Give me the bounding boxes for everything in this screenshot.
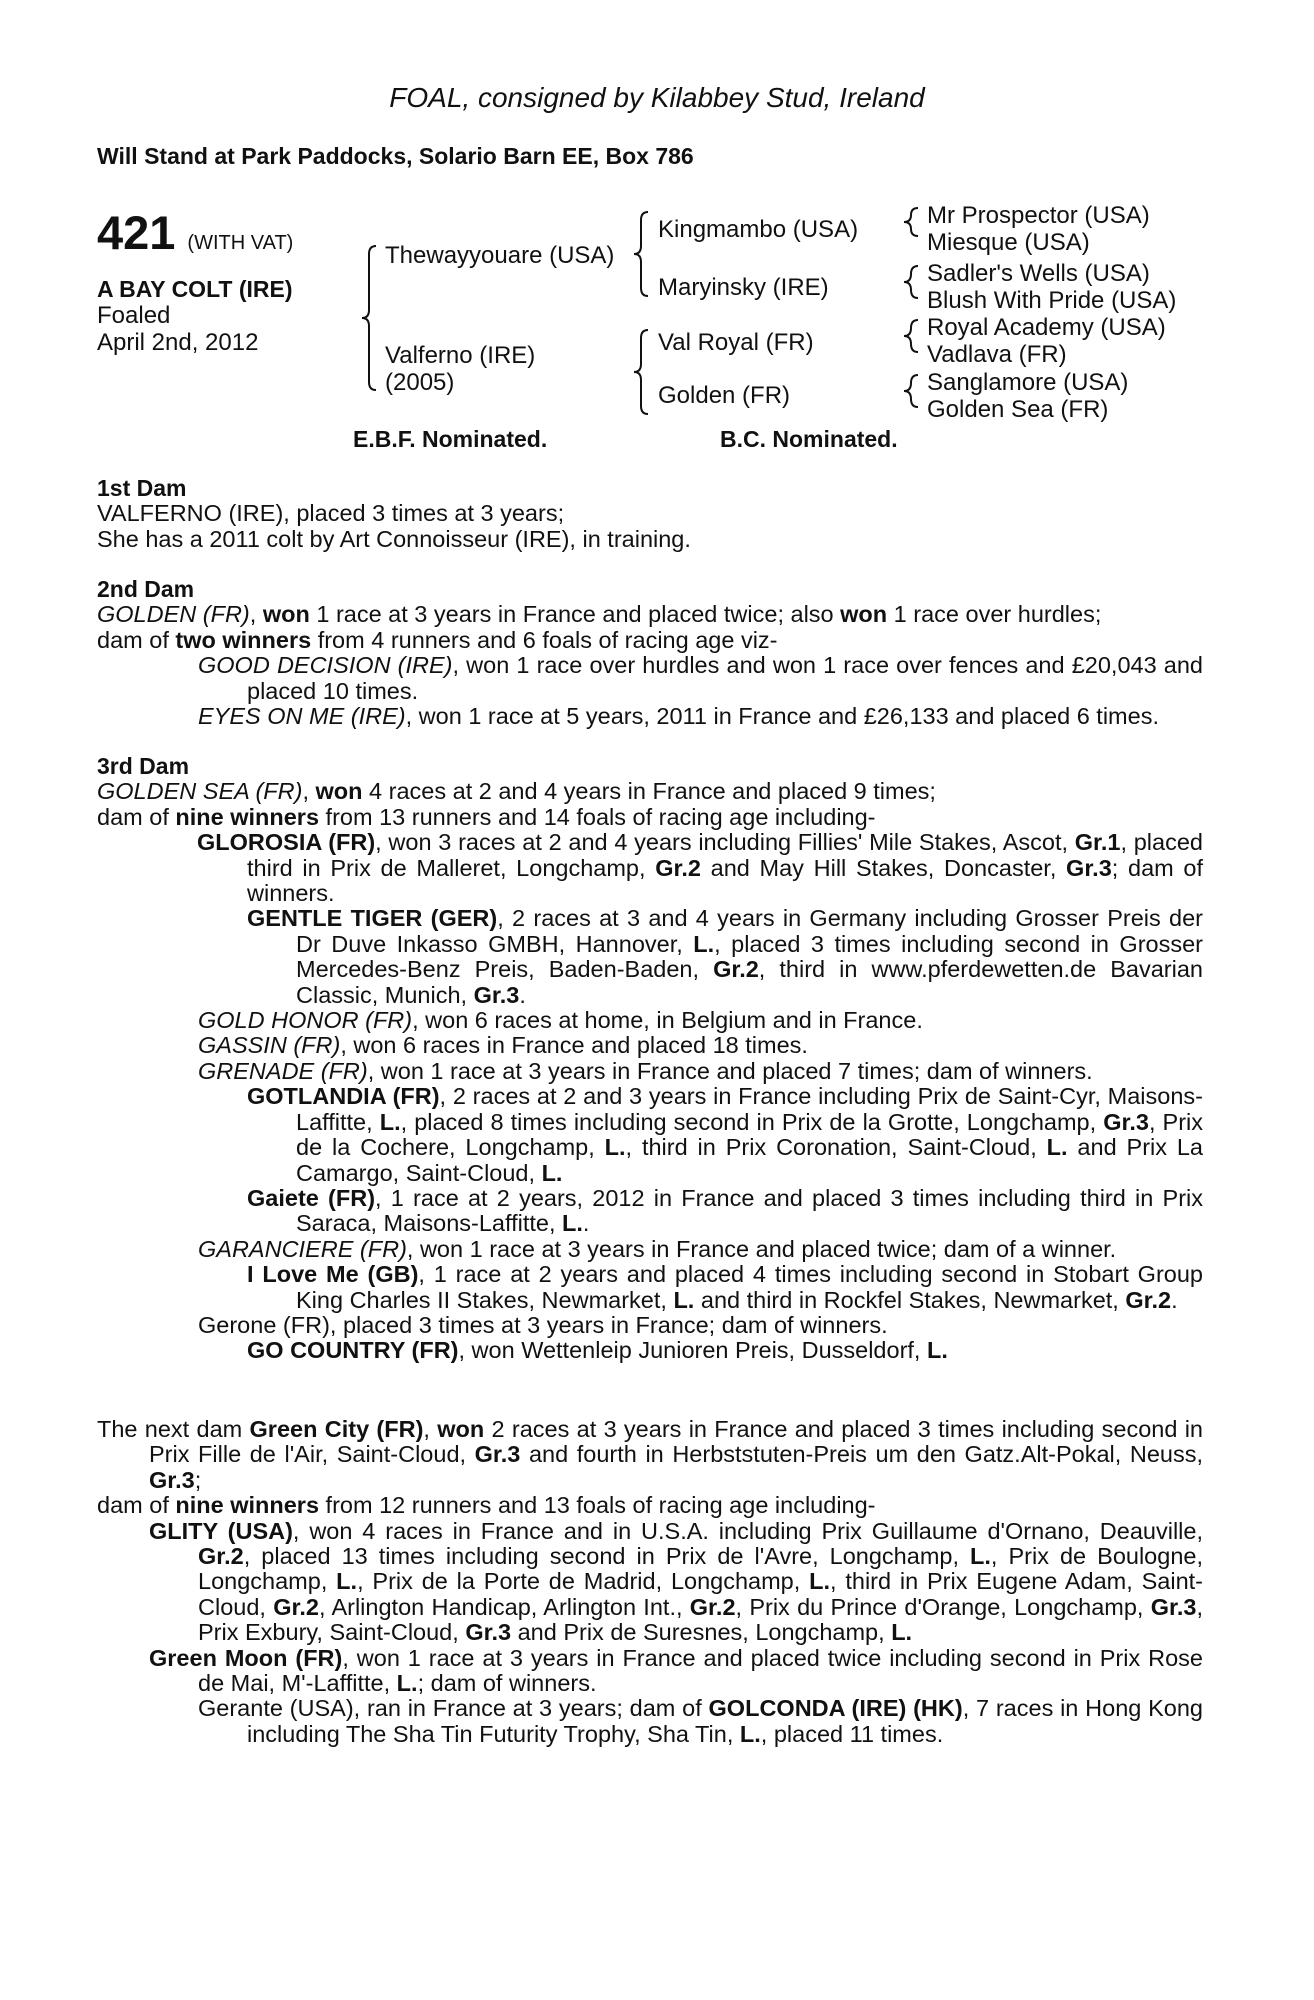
pedigree-sire: Thewayyouare (USA) — [385, 242, 615, 269]
text: , — [302, 778, 316, 805]
horse-name: Gaiete (FR) — [247, 1184, 376, 1211]
gaiete-entry — [97, 1186, 1203, 1237]
horse-name: GOLCONDA (IRE) (HK) — [708, 1695, 963, 1722]
grade: Gr.3 — [1103, 1108, 1149, 1135]
gentle-tiger-entry — [97, 906, 1203, 1008]
grade: Gr.2 — [1125, 1286, 1172, 1313]
horse-name: I Love Me (GB) — [247, 1261, 419, 1288]
text: , Arlington Handicap, Arlington Int., — [318, 1593, 690, 1620]
text: , third in Prix Coronation, Saint-Cloud, — [625, 1134, 1047, 1161]
listed: L. — [379, 1108, 401, 1135]
gerante-entry — [97, 1696, 1203, 1747]
horse-name: GOLD HONOR (FR) — [198, 1007, 413, 1034]
grade: Gr.2 — [273, 1593, 319, 1620]
won-label: won — [840, 601, 888, 628]
grade: Gr.2 — [713, 956, 759, 983]
listed: L. — [541, 1159, 563, 1186]
second-dam-para1 — [97, 602, 1203, 627]
text: . — [519, 981, 526, 1008]
grade: Gr.1 — [1074, 829, 1121, 856]
text: 4 races at 2 and 4 years in France and placed 9 times; — [362, 778, 936, 805]
grade: Gr.3 — [473, 981, 520, 1008]
listed: L. — [396, 1670, 418, 1697]
glity-entry — [97, 1519, 1203, 1646]
first-dam-section — [97, 476, 1203, 552]
text: , placed 11 times. — [760, 1720, 944, 1747]
horse-name: GOOD DECISION (IRE) — [198, 652, 453, 679]
consignor-line: FOAL, consigned by Kilabbey Stud, Ireland — [389, 82, 925, 113]
horse-name: GLITY (USA) — [149, 1517, 293, 1544]
pedigree-g1: Mr Prospector (USA) — [927, 202, 1150, 229]
grade: Gr.2 — [689, 1593, 736, 1620]
text: , third in www.pferdewetten.de Bavarian Classic, Munich, — [296, 956, 1203, 1008]
listed: L. — [1046, 1134, 1068, 1161]
text: and May Hill Stakes, Doncaster, — [700, 854, 1067, 881]
text: , placed 3 times including second in Grosser Mercedes-Benz Preis, Baden-Baden, — [296, 930, 1203, 983]
grade: Gr.3 — [474, 1441, 521, 1468]
pedigree-g2: Miesque (USA) — [927, 229, 1090, 256]
listed: L. — [673, 1286, 695, 1313]
text: 2 races at 3 years in France and placed 3 times including second in Prix Fille de l'Air, Saint-Cloud, — [149, 1416, 1203, 1468]
third-dam-name: GOLDEN SEA (FR) — [97, 778, 303, 805]
gold-honor-entry — [97, 1008, 1203, 1033]
pedigree-dam: Valferno (IRE) — [385, 342, 536, 369]
pedigree-dam-year: (2005) — [385, 369, 455, 396]
lot-description: A BAY COLT (IRE) — [97, 276, 293, 302]
text: , won 6 races at home, in Belgium and in France. — [412, 1007, 923, 1034]
next-dam-para2 — [97, 1493, 1203, 1518]
text: . — [1171, 1286, 1178, 1313]
winners-count: nine winners — [175, 803, 320, 830]
text: ; — [194, 1466, 202, 1493]
text: and fourth in Herbststuten-Preis um den Gatz.Alt-Pokal, Neuss, — [520, 1441, 1204, 1468]
text: , — [423, 1416, 438, 1442]
horse-name: GENTLE TIGER (GER) — [247, 905, 498, 932]
text: , won 3 races at 2 and 4 years including Fillies' Mile Stakes, Ascot, — [375, 829, 1075, 856]
grade: Gr.3 — [465, 1619, 512, 1646]
grade: Gr.3 — [1150, 1593, 1197, 1620]
brace-g3 — [904, 320, 918, 352]
text: , Prix de la Porte de Madrid, Longchamp, — [357, 1568, 810, 1595]
text: , placed 13 times including second in Prix de l'Avre, Longchamp, — [243, 1543, 971, 1570]
bc-nomination: B.C. Nominated. — [720, 426, 898, 452]
second-dam-heading: 2nd Dam — [97, 576, 195, 602]
third-dam-heading: 3rd Dam — [97, 753, 190, 779]
text: , won 1 race at 5 years, 2011 in France and £26,133 and placed 6 times. — [405, 703, 1159, 730]
first-dam-line2: She has a 2011 colt by Art Connoisseur (IRE), in training. — [97, 525, 691, 552]
text: and Prix de Suresnes, Longchamp, — [511, 1619, 892, 1646]
third-dam-section — [97, 754, 1203, 1364]
brace-g4 — [904, 375, 918, 407]
listed: L. — [562, 1210, 583, 1237]
text: ; dam of winners. — [417, 1670, 597, 1697]
text: dam of — [97, 803, 176, 830]
listed: L. — [927, 1337, 948, 1364]
brace-main — [362, 246, 376, 390]
grade: Gr.3 — [1066, 854, 1112, 881]
text: , Prix de la Cochere, Longchamp, — [296, 1108, 1203, 1161]
third-dam-para1 — [97, 779, 1203, 804]
won-label: won — [262, 601, 310, 628]
brace-sire — [634, 212, 648, 296]
text: dam of — [97, 1492, 176, 1519]
third-dam-para2 — [97, 805, 1203, 830]
text: , placed 8 times including second in Prix de la Grotte, Longchamp, — [400, 1108, 1104, 1135]
listed: L. — [336, 1568, 358, 1595]
text: . — [582, 1210, 590, 1237]
won-label: won — [437, 1416, 485, 1442]
pedigree-g8: Golden Sea (FR) — [927, 396, 1109, 423]
horse-name: GARANCIERE (FR) — [198, 1235, 407, 1262]
horse-name: GOTLANDIA (FR) — [247, 1083, 440, 1110]
text: , 7 races in Hong Kong including The Sha Tin Futurity Trophy, Sha Tin, — [247, 1695, 1203, 1747]
next-dam-name: Green City (FR) — [249, 1416, 424, 1442]
text: , 1 race at 2 years and placed 4 times including second in Stobart Group King Charles II Stakes, Newmarket, — [296, 1261, 1203, 1313]
listed: L. — [809, 1568, 830, 1595]
text: , — [249, 601, 263, 628]
text: , 1 race at 2 years, 2012 in France and placed 3 times including third in Prix Saraca, Maisons-Laffitte, — [296, 1184, 1203, 1237]
text: , won 1 race at 3 years in France and placed 7 times; dam of winners. — [367, 1057, 1093, 1084]
grade: Gr.2 — [655, 854, 701, 881]
green-moon-entry — [97, 1646, 1203, 1697]
pedigree-g4: Blush With Pride (USA) — [927, 287, 1177, 314]
grenade-entry — [97, 1059, 1203, 1084]
pedigree-g5: Royal Academy (USA) — [927, 314, 1166, 341]
text: , third in Prix Eugene Adam, Saint-Cloud, — [198, 1568, 1203, 1620]
gerone-entry: Gerone (FR), placed 3 times at 3 years in France; dam of winners. — [198, 1311, 888, 1338]
second-dam-para2 — [97, 628, 1203, 653]
text: and Prix La Camargo, Saint-Cloud, — [296, 1134, 1204, 1186]
brace-dam — [634, 330, 648, 414]
winners-count: two winners — [175, 626, 312, 653]
next-dam-para1 — [97, 1417, 1203, 1493]
text: from 12 runners and 13 foals of racing age including- — [319, 1492, 876, 1519]
pedigree-g3: Sadler's Wells (USA) — [927, 260, 1150, 287]
pedigree-g7: Sanglamore (USA) — [927, 369, 1129, 396]
next-dam-section — [97, 1417, 1203, 1747]
text: 1 race over hurdles; — [887, 601, 1102, 628]
pedigree-g6: Vadlava (FR) — [927, 341, 1067, 368]
text: , won Wettenleip Junioren Preis, Dusseldorf, — [458, 1337, 927, 1364]
brace-g2 — [904, 266, 918, 298]
listed: L. — [604, 1134, 626, 1161]
pedigree-dam-dam: Golden (FR) — [658, 382, 791, 409]
text: , 2 races at 3 and 4 years in Germany including Grosser Preis der Dr Duve Inkasso GMBH, Hannover, — [296, 905, 1203, 957]
text: from 4 runners and 6 foals of racing age viz- — [311, 626, 778, 653]
won-label: won — [315, 778, 363, 805]
gotlandia-entry — [97, 1084, 1203, 1186]
stand-location: Will Stand at Park Paddocks, Solario Barn EE, Box 786 — [97, 143, 694, 169]
text: , Prix Exbury, Saint-Cloud, — [198, 1593, 1203, 1646]
pedigree-sire-dam: Maryinsky (IRE) — [658, 274, 829, 301]
text: , Prix du Prince d'Orange, Longchamp, — [735, 1593, 1151, 1620]
garanciere-entry — [97, 1237, 1203, 1262]
grade: Gr.3 — [149, 1466, 195, 1493]
text: , won 6 races in France and placed 18 times. — [340, 1032, 808, 1059]
horse-name: GO COUNTRY (FR) — [247, 1337, 459, 1364]
text: , won 1 race at 3 years in France and placed twice including second in Prix Rose de Mai, M'-Laffitte, — [198, 1644, 1203, 1697]
vat-note: (WITH VAT) — [187, 232, 294, 254]
text: , 2 races at 2 and 3 years in France including Prix de Saint-Cyr, Maisons-Laffitte, — [296, 1083, 1203, 1135]
text: , won 1 race at 3 years in France and placed twice; dam of a winner. — [406, 1235, 1117, 1262]
eyes-on-me-entry — [97, 704, 1203, 729]
good-decision-entry — [97, 653, 1203, 704]
foaled-label: Foaled — [97, 302, 171, 329]
text: from 13 runners and 14 foals of racing age including- — [319, 803, 876, 830]
text: , placed third in Prix de Malleret, Longchamp, — [247, 829, 1203, 881]
grade: Gr.2 — [198, 1543, 244, 1570]
listed: L. — [970, 1543, 991, 1570]
text: 1 race at 3 years in France and placed twice; also — [309, 601, 841, 628]
foaled-date: April 2nd, 2012 — [97, 329, 259, 356]
pedigree-sire-sire: Kingmambo (USA) — [658, 216, 859, 243]
horse-name: EYES ON ME (IRE) — [198, 703, 406, 730]
horse-name: GRENADE (FR) — [198, 1057, 368, 1084]
ebf-nomination: E.B.F. Nominated. — [353, 426, 548, 452]
text: Gerante (USA), ran in France at 3 years; dam of — [198, 1695, 709, 1722]
horse-name: GLOROSIA (FR) — [197, 829, 376, 856]
glorosia-entry — [97, 830, 1203, 906]
lot-number: 421 — [97, 206, 176, 259]
listed: L. — [739, 1720, 761, 1747]
text: , won 4 races in France and in U.S.A. including Prix Guillaume d'Ornano, Deauville, — [292, 1517, 1203, 1544]
first-dam-line1: VALFERNO (IRE), placed 3 times at 3 years; — [97, 500, 565, 527]
second-dam-name: GOLDEN (FR) — [97, 601, 250, 628]
second-dam-section — [97, 577, 1203, 729]
text: ; dam of winners. — [247, 854, 1204, 907]
listed: L. — [693, 930, 715, 957]
text: dam of — [97, 626, 176, 653]
text: , won 1 race over hurdles and won 1 race over fences and £20,043 and placed 10 times. — [247, 652, 1203, 704]
text: and third in Rockfel Stakes, Newmarket, — [694, 1286, 1126, 1313]
horse-name: Green Moon (FR) — [149, 1644, 343, 1671]
text: , Prix de Boulogne, Longchamp, — [198, 1543, 1203, 1595]
brace-g1 — [904, 208, 918, 236]
gassin-entry — [97, 1033, 1203, 1058]
text: The next dam — [97, 1416, 250, 1442]
pedigree-dam-sire: Val Royal (FR) — [658, 329, 814, 356]
go-country-entry — [97, 1338, 1203, 1363]
winners-count: nine winners — [175, 1492, 320, 1519]
listed: L. — [891, 1619, 913, 1646]
horse-name: GASSIN (FR) — [198, 1032, 341, 1059]
i-love-me-entry — [97, 1262, 1203, 1313]
first-dam-heading: 1st Dam — [97, 475, 187, 501]
